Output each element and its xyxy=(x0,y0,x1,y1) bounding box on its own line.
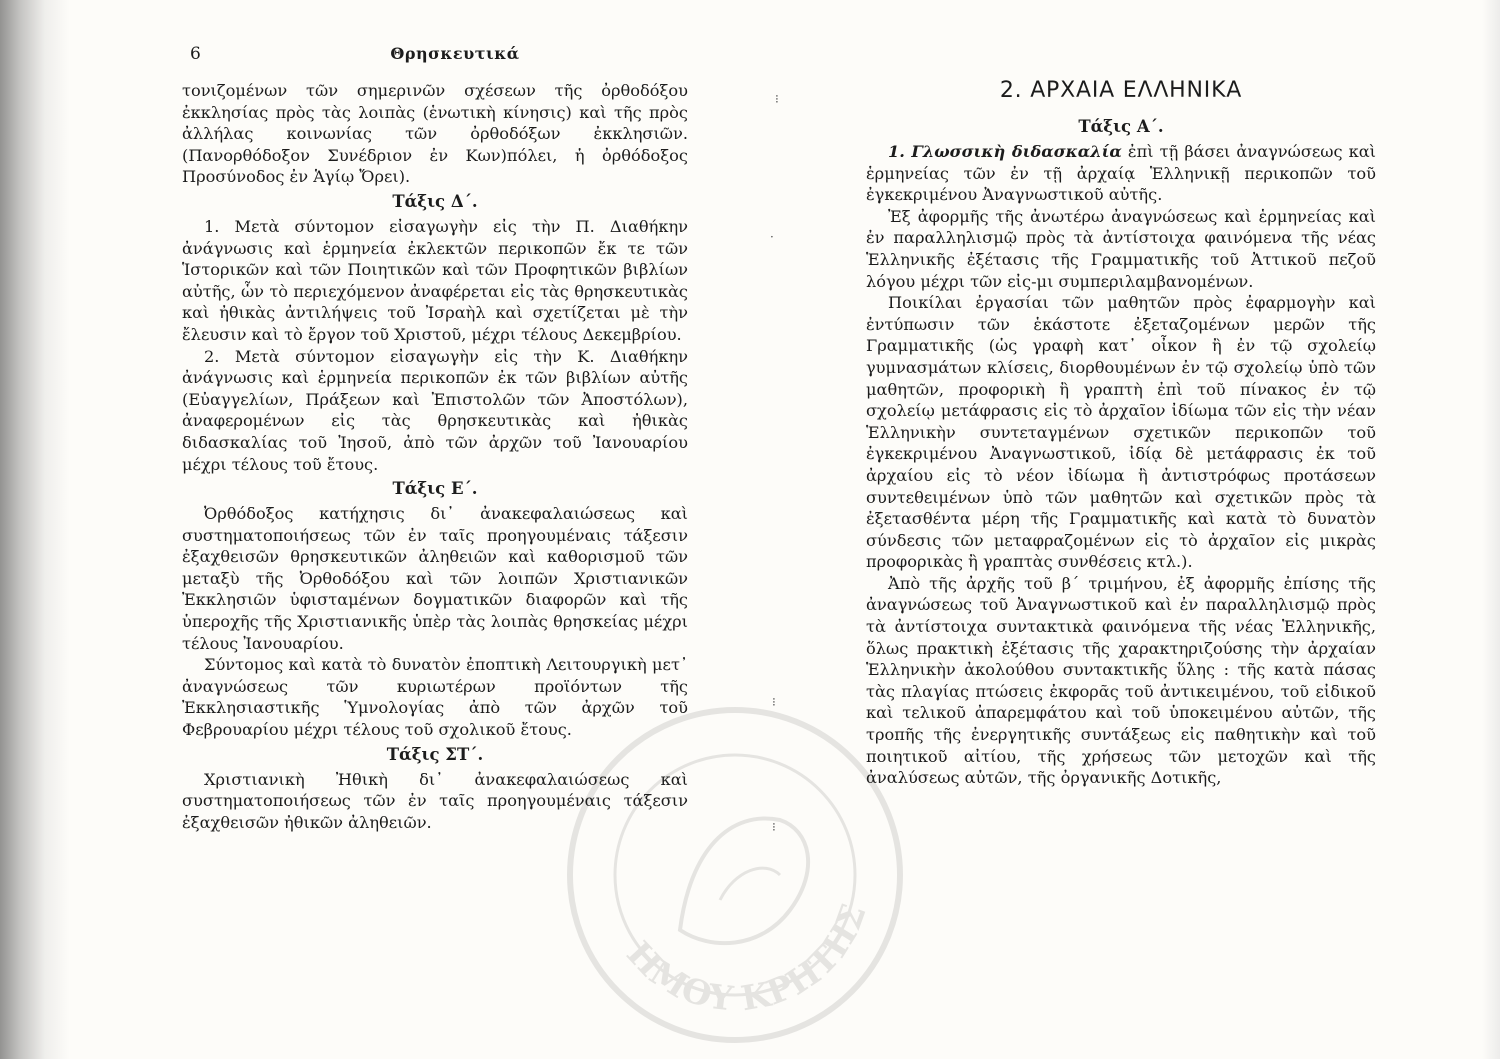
section-d-heading: Τάξις Δ΄. xyxy=(392,191,478,211)
section-d-paragraph-1: 1. Μετὰ σύντομον εἰσαγωγὴν εἰς τὴν Π. Διαθήκην ἀνάγνωσις καὶ ἑρμηνεία ἐκλεκτῶν περικοπῶν ἔκ τε τῶν Ἱστορικῶν καὶ τῶν Ποιητικῶν καὶ τῶν Προφητικῶν βιβλίων αὐτῆς, ὧν τὸ περιεχόμενον ἀναφέρεται εἰς τὰς θρησκευτικὰς καὶ ἠθικὰς ἀντιλήψεις τοῦ Ἰσραὴλ καὶ σχετίζεται μὲ τὴν ἔλευσιν καὶ τὸ ἔργον τοῦ Χριστοῦ, μέχρι τέλους Δεκεμβρίου. xyxy=(182,216,688,344)
section-d-paragraph-2: 2. Μετὰ σύντομον εἰσαγωγὴν εἰς τὴν Κ. Διαθήκην ἀνάγνωσις καὶ ἑρμηνεία περικοπῶν ἐκ τῶν βιβλίων αὐτῆς (Εὐαγγελίων, Πράξεων καὶ Ἐπιστολῶν τῶν Ἀποστόλων), ἀναφερομένων εἰς τὰς θρησκευτικὰς καὶ ἠθικὰς διδασκαλίας τοῦ Ἰησοῦ, ἀπὸ τῶν ἀρχῶν τοῦ Ἰανουαρίου μέχρι τέλους τοῦ ἔτους. xyxy=(182,346,688,474)
page-number: 6 xyxy=(190,44,201,64)
section-a-heading: Τάξις Α΄. xyxy=(1078,117,1164,136)
paragraph-1-rest: ἐπὶ τῇ βάσει ἀναγνώσεως καὶ ἑρμηνείας τῶν ἐν τῇ ἀρχαίᾳ Ἑλληνικῇ περικοπῶν τοῦ ἐγκεκριμένου Ἀναγνωστικοῦ αὐτῆς. xyxy=(866,142,1376,205)
scan-mark: ⁝ xyxy=(772,820,776,834)
right-page xyxy=(866,78,1376,789)
running-title: Θρησκευτικά xyxy=(390,44,520,63)
section-e-heading: Τάξις Ε΄. xyxy=(392,479,478,499)
page-edge xyxy=(1482,0,1500,1059)
paragraph-4: Ἀπὸ τῆς ἀρχῆς τοῦ β΄ τριμήνου, ἐξ ἀφορμῆς ἐπίσης τῆς ἀναγνώσεως τοῦ Ἀναγνωστικοῦ καὶ ἐν παραλληλισμῷ πρὸς τὰ ἀντίστοιχα συντακτικὰ φαινόμενα τῆς νέας Ἑλληνικῆς, ὅλως πρακτικὴ ἐξέτασις τῆς χαρακτηριζούσης τὴν ἀρχαίαν Ἑλληνικὴν ἀκολούθου συντακτικῆς ὕλης : τῆς κατὰ πάσας τὰς πλαγίας πτώσεις ἐκφορᾶς τοῦ ἀντικειμένου, τοῦ εἰδικοῦ καὶ τελικοῦ ἀπαρεμφάτου καὶ τοῦ ὑποκειμένου αὐτῶν, τῆς τροπῆς τῆς ἐνεργητικῆς συντάξεως εἰς παθητικὴν καὶ τοῦ ποιητικοῦ αἰτίου, τῆς χρήσεως τῶν μετοχῶν καὶ τῆς ἀναλύσεως αὐτῶν, τῆς ὀργανικῆς Δοτικῆς, xyxy=(866,573,1376,788)
scan-mark: ⁝ xyxy=(775,92,779,106)
left-page xyxy=(182,40,688,833)
scan-mark: ⁝ xyxy=(772,695,776,709)
section-st-paragraph-1: Χριστιανικὴ Ἠθικὴ δι᾿ ἀνακεφαλαιώσεως καὶ συστηματοποιήσεως τῶν ἐν ταῖς προηγουμέναις τάξεσιν ἐξαχθεισῶν ἠθικῶν ἀληθειῶν. xyxy=(182,769,688,832)
paragraph-2: Ἐξ ἀφορμῆς τῆς ἀνωτέρω ἀναγνώσεως καὶ ἑρμηνείας καὶ ἐν παραλληλισμῷ πρὸς τὰ ἀντίστοιχα φαινόμενα τῆς νέας Ἑλληνικῆς ἐξέτασις τῆς Γραμματικῆς τοῦ Ἀττικοῦ πεζοῦ λόγου μέχρι τῶν εἰς-μι συμπεριλαμβανομένων. xyxy=(866,206,1376,291)
chapter-title: 2. ΑΡΧΑΙΑ ΕΛΛΗΝΙΚΑ xyxy=(999,78,1243,103)
paragraph-1-lead: 1. Γλωσσικὴ διδασκαλία xyxy=(888,142,1122,161)
scan-mark: · xyxy=(770,230,774,244)
section-e-paragraph-1: Ὀρθόδοξος κατήχησις δι᾿ ἀνακεφαλαιώσεως καὶ συστηματοποιήσεως τῶν ἐν ταῖς προηγουμέναις τάξεσιν ἐξαχθεισῶν θρησκευτικῶν ἀληθειῶν καὶ καθορισμοῦ τῶν μεταξὺ τῆς Ὀρθοδόξου καὶ τῶν λοιπῶν Χριστιανικῶν Ἐκκλησιῶν ὑφισταμένων δογματικῶν διαφορῶν καὶ τῆς ὑπεροχῆς τῆς Χριστιανικῆς ὑπὲρ τὰς λοιπὰς θρησκείας μέχρι τέλους Ἰανουαρίου. xyxy=(182,504,688,653)
section-e-paragraph-2: Σύντομος καὶ κατὰ τὸ δυνατὸν ἐποπτικὴ Λειτουργικὴ μετ᾿ ἀναγνώσεως τῶν κυριωτέρων προϊόντων τῆς Ἐκκλησιαστικῆς Ὑμνολογίας ἀπὸ τῶν ἀρχῶν τοῦ Φεβρουαρίου μέχρι τέλους τοῦ σχολικοῦ ἔτους. xyxy=(182,655,688,740)
intro-paragraph: τονιζομένων τῶν σημερινῶν σχέσεων τῆς ὀρθοδόξου ἐκκλησίας πρὸς τὰς λοιπὰς (ἑνωτικὴ κίνησις) καὶ τῆς πρὸς ἀλλήλας κοινωνίας τῶν ὀρθοδόξων ἐκκλησιῶν. (Πανορθόδοξον Συνέδριον ἐν Κων)πόλει, ἡ ὀρθόδοξος Προσύνοδος ἐν Ἁγίῳ Ὄρει). xyxy=(182,81,688,187)
paragraph-1 xyxy=(866,141,1376,206)
section-st-heading: Τάξις ΣΤ΄. xyxy=(386,744,484,764)
svg-text:ΗΜΟΥ ΚΡΗΤΗΣ xyxy=(618,899,874,1019)
binding-shadow xyxy=(0,0,70,1059)
left-running-head xyxy=(182,40,688,72)
seal-text: ΗΜΟΥ ΚΡΗΤΗΣ xyxy=(618,899,875,1020)
paragraph-3: Ποικίλαι ἐργασίαι τῶν μαθητῶν πρὸς ἐφαρμογὴν καὶ ἐντύπωσιν τῶν ἑκάστοτε ἐξεταζομένων μερῶν τῆς Γραμματικῆς (ὡς γραφὴ κατ᾿ οἶκον ἢ ἐν τῷ σχολείῳ γυμνασμάτων κλίσεις, διορθουμένων ἐν τῷ σχολείῳ ὑπὸ τῶν μαθητῶν, προφορικὴ ἢ γραπτὴ ἐπὶ τοῦ πίνακος ἐν τῷ σχολείῳ μετάφρασις εἰς τὸ ἀρχαῖον ἰδίωμα τῶν εἰς τὴν νέαν Ἑλληνικὴν συντεταγμένων σχετικῶν περικοπῶν τοῦ ἐγκεκριμένου Ἀναγνωστικοῦ, ἰδίᾳ δὲ μετάφρασις ἐκ τοῦ ἀρχαίου εἰς τὸ νέον ἰδίωμα ἢ ἀντιστρόφως προτάσεων συντεθειμένων ὑπὸ τῶν μαθητῶν καὶ σχετικῶν πρὸς τὰ ἐξετασθέντα μέρη τῆς Γραμματικῆς καὶ κατὰ τὸ δυνατὸν σύνδεσις τῶν μεταφραζομένων εἰς τὸ ἀρχαῖον εἰς μικρὰς προφορικὰς ἢ γραπτὰς συνθέσεις κτλ.). xyxy=(866,293,1376,572)
